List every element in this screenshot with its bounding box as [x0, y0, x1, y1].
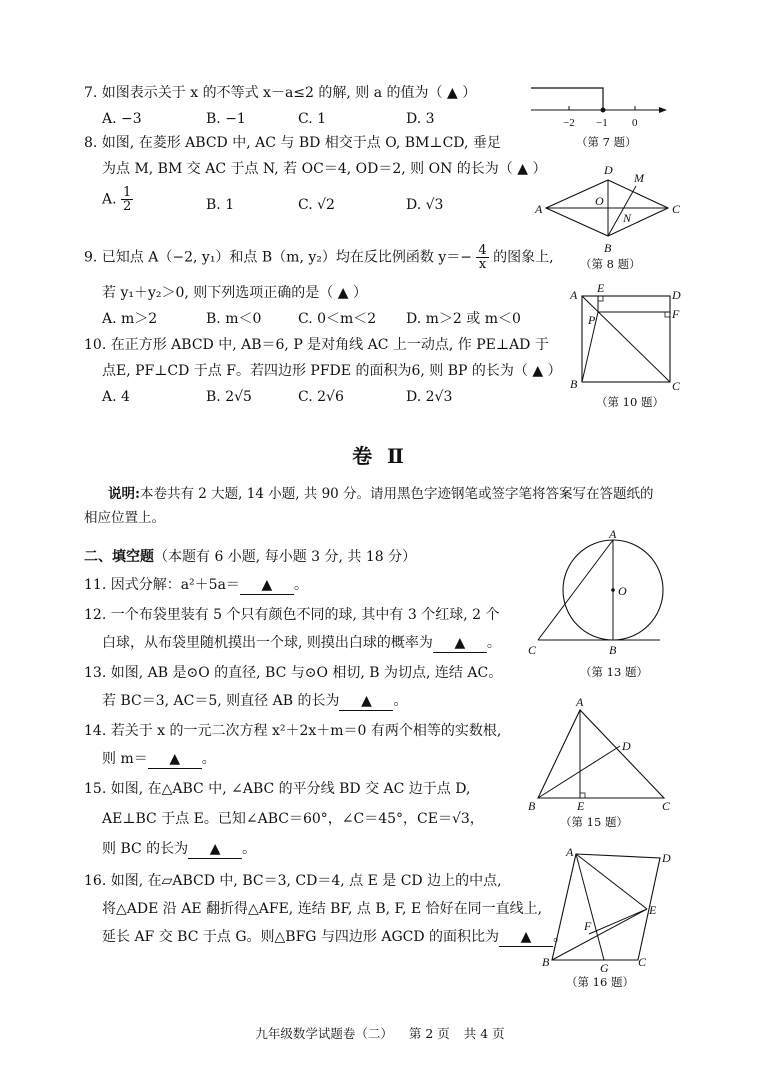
q15-caption: （第 15 题） [560, 815, 628, 829]
page-footer: 九年级数学试题卷（二） 第 2 页 共 4 页 [255, 1026, 505, 1041]
q10-label-d: D [672, 288, 681, 302]
q10-option-b: B. 2√5 [206, 389, 252, 405]
q9-stem-line1: 9. 已知点 A（−2, y₁）和点 B（m, y₂）均在反比例函数 y＝− $\frac{4}{x}$ 的图象上, [84, 243, 554, 272]
q16-parallelogram-figure [534, 842, 684, 974]
q12-stem-line1: 12. 一个布袋里装有 5 个只有颜色不同的球, 其中有 3 个红球, 2 个 [84, 607, 500, 623]
q10-label-b: B [570, 377, 578, 391]
q14-stem-line1: 14. 若关于 x 的一元二次方程 x²＋2x＋m＝0 有两个相等的实数根, [84, 723, 502, 739]
q8-label-a: A [535, 202, 543, 216]
q9-option-a: A. m＞2 [102, 311, 158, 327]
q9-option-d: D. m＞2 或 m＜0 [406, 311, 521, 327]
q16-label-f: F [584, 919, 592, 933]
q9-option-b: B. m＜0 [206, 311, 262, 327]
q8-label-b: B [604, 241, 612, 255]
q7-option-b: B. −1 [206, 111, 246, 127]
q15-label-d: D [622, 739, 631, 753]
q10-label-a: A [570, 288, 578, 302]
q7-option-d: D. 3 [406, 111, 435, 127]
q16-label-b: B [542, 955, 550, 969]
q16-stem-line3: 延长 AF 交 BC 于点 G。则△BFG 与四边形 AGCD 的面积比为 ▲ 。 [102, 929, 568, 945]
q8-option-d: D. √3 [406, 197, 444, 213]
q7-tick-0: 0 [632, 117, 638, 129]
q16-label-g: G [600, 961, 609, 974]
part2-note: 说明:本卷共有 2 大题, 14 小题, 共 90 分。请用黑色字迹钢笔或签字笔将答案写在答题纸的相应位置上。 [84, 486, 654, 526]
q16-label-d: D [662, 851, 671, 865]
q10-option-c: C. 2√6 [298, 389, 344, 405]
q9-stem-line2: 若 y₁＋y₂＞0, 则下列选项正确的是（ ▲ ） [102, 285, 367, 301]
q10-label-c: C [672, 379, 681, 393]
q10-label-e: E [597, 282, 605, 295]
q16-caption: （第 16 题） [566, 975, 634, 989]
q15-triangle-figure [522, 694, 682, 814]
q12-stem-line2: 白球，从布袋里随机摸出一个球, 则摸出白球的概率为 ▲ 。 [102, 635, 501, 651]
q15-label-a: A [576, 695, 584, 709]
q10-label-p: P [588, 313, 596, 327]
q15-label-c: C [662, 799, 671, 813]
q10-square-figure [564, 282, 688, 394]
q7-option-a: A. −3 [102, 111, 142, 127]
q10-option-a: A. 4 [102, 389, 130, 405]
q8-rhombus-figure [530, 160, 690, 256]
q7-tick-neg1: −1 [596, 117, 608, 129]
q15-stem-line1: 15. 如图, 在△ABC 中, ∠ABC 的平分线 BD 交 AC 边于点 D, [84, 781, 471, 797]
q8-option-a: A. $\frac{1}{2}$ [102, 185, 132, 214]
q15-stem-line3: 则 BC 的长为 ▲ 。 [102, 841, 257, 857]
q7-option-c: C. 1 [298, 111, 327, 127]
q11-stem: 11. 因式分解：a²＋5a＝ ▲ 。 [84, 577, 308, 593]
q8-option-b: B. 1 [206, 197, 235, 213]
q10-option-d: D. 2√3 [406, 389, 453, 405]
q8-stem-line2: 为点 M, BM 交 AC 于点 N, 若 OC＝4, OD＝2, 则 ON 的长为（ ▲ ） [102, 161, 547, 177]
q9-option-c: C. 0＜m＜2 [298, 311, 377, 327]
q13-caption: （第 13 题） [580, 665, 648, 679]
q8-caption: （第 8 题） [580, 257, 641, 271]
q16-label-a: A [566, 845, 574, 859]
q14-stem-line2: 则 m＝ ▲ 。 [102, 751, 216, 767]
section2-heading: 二、填空题（本题有 6 小题, 每小题 3 分, 共 18 分） [84, 549, 417, 565]
q13-circle-figure [520, 528, 680, 662]
q15-label-b: B [528, 799, 536, 813]
q16-stem-line2: 将△ADE 沿 AE 翻折得△AFE, 连结 BF, 点 B, F, E 恰好在同一直线上, [102, 901, 543, 917]
q8-stem-line1: 8. 如图, 在菱形 ABCD 中, AC 与 BD 相交于点 O, BM⊥CD, 垂足 [84, 135, 501, 151]
q7-stem: 7. 如图表示关于 x 的不等式 x－a≤2 的解, 则 a 的值为（ ▲ ） [84, 85, 477, 101]
q15-label-e: E [577, 799, 585, 813]
q13-label-a: A [609, 528, 617, 541]
q16-label-c: C [638, 955, 647, 969]
q7-tick-neg2: −2 [563, 117, 575, 129]
q15-stem-line2: AE⊥BC 于点 E。已知∠ABC＝60°，∠C＝45°，CE＝√3， [102, 811, 484, 827]
q13-label-o: O [618, 584, 627, 598]
q16-stem-line1: 16. 如图, 在▱ABCD 中, BC＝3, CD＝4, 点 E 是 CD 边上的中点, [84, 873, 502, 889]
q8-label-d: D [604, 163, 613, 177]
q13-label-c: C [528, 643, 537, 657]
q16-label-e: E [649, 903, 657, 917]
q8-label-o: O [595, 194, 604, 208]
q10-stem-line2: 点E, PF⊥CD 于点 F。若四边形 PFDE 的面积为6, 则 BP 的长为（ ▲ ） [102, 363, 562, 379]
q13-label-b: B [609, 643, 617, 657]
q8-label-c: C [672, 202, 681, 216]
q8-label-n: N [623, 211, 632, 225]
q13-stem-line1: 13. 如图, AB 是⊙O 的直径, BC 与⊙O 相切, B 为切点, 连结 AC。 [84, 665, 503, 681]
q7-caption: （第 7 题） [576, 135, 637, 149]
q10-stem-line1: 10. 在正方形 ABCD 中, AB＝6, P 是对角线 AC 上一动点, 作 PE⊥AD 于 [84, 337, 549, 353]
q10-caption: （第 10 题） [596, 395, 664, 409]
q13-stem-line2: 若 BC＝3, AC＝5, 则直径 AB 的长为 ▲ 。 [102, 693, 408, 709]
q8-option-c: C. √2 [298, 197, 335, 213]
q8-label-m: M [634, 171, 644, 185]
part2-title: 卷 Ⅱ [352, 444, 408, 468]
q10-label-f: F [672, 307, 680, 321]
